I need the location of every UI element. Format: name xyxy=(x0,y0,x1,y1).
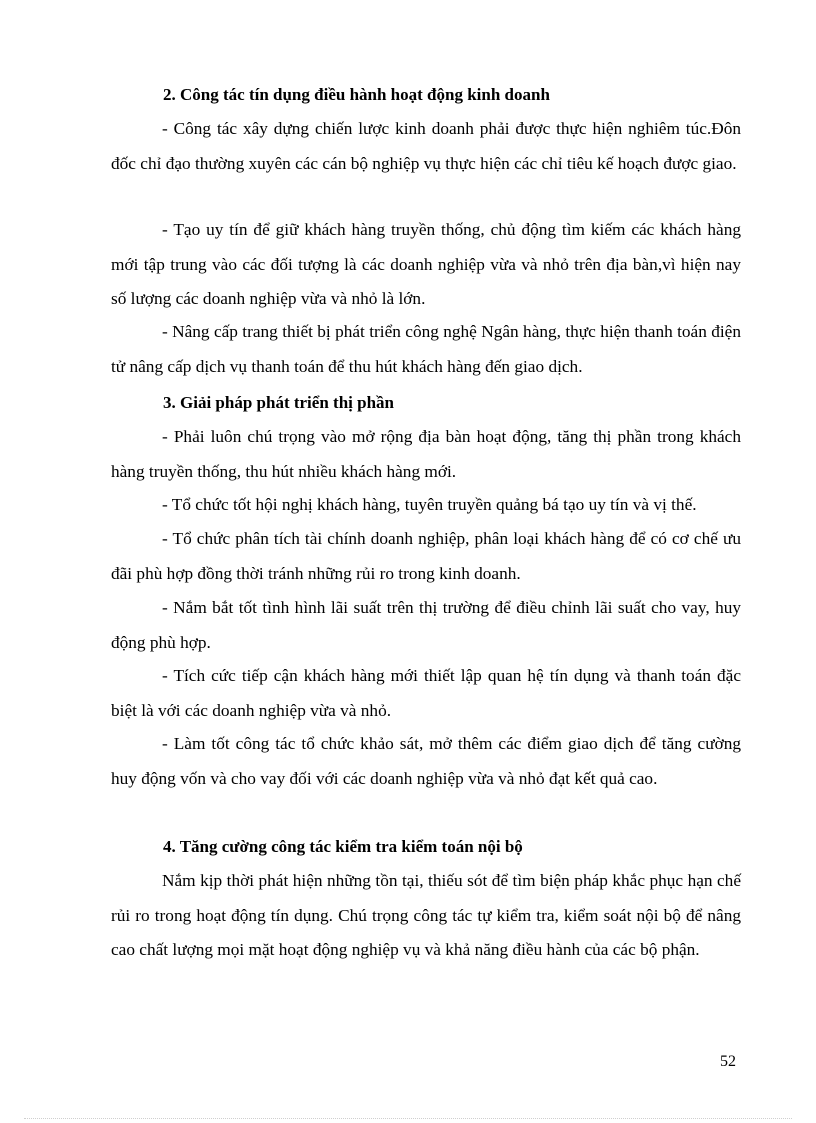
paragraph: - Phải luôn chú trọng vào mở rộng địa bàn hoạt động, tăng thị phần trong khách hàng truyền thống, thu hút nhiều khách hàng mới. xyxy=(111,427,741,481)
section-heading-2: 2. Công tác tín dụng điều hành hoạt động kinh doanh xyxy=(163,85,550,104)
section-heading-3: 3. Giải pháp phát triển thị phần xyxy=(163,393,394,412)
section-heading-4: 4. Tăng cường công tác kiểm tra kiểm toán nội bộ xyxy=(163,837,523,856)
paragraph: - Tổ chức tốt hội nghị khách hàng, tuyên truyền quảng bá tạo uy tín và vị thế. xyxy=(162,495,697,514)
paragraph: - Tích cức tiếp cận khách hàng mới thiết lập quan hệ tín dụng và thanh toán đặc biệt là với các doanh nghiệp vừa và nhỏ. xyxy=(111,666,741,720)
paragraph: - Làm tốt công tác tổ chức khảo sát, mở thêm các điểm giao dịch để tăng cường huy động vốn và cho vay đối với các doanh nghiệp vừa và nhỏ đạt kết quả cao. xyxy=(111,734,741,788)
paragraph: Nắm kịp thời phát hiện những tồn tại, thiếu sót để tìm biện pháp khắc phục hạn chế rủi ro trong hoạt động tín dụng. Chú trọng công tác tự kiểm tra, kiểm soát nội bộ để nâng cao chất lượng mọi mặt hoạt động nghiệp vụ và khả năng điều hành của các bộ phận. xyxy=(111,871,741,959)
page-number: 52 xyxy=(720,1053,736,1070)
paragraph: - Nắm bắt tốt tình hình lãi suất trên thị trường để điều chỉnh lãi suất cho vay, huy động phù hợp. xyxy=(111,598,741,652)
paragraph: - Công tác xây dựng chiến lược kinh doanh phải được thực hiện nghiêm túc.Đôn đốc chỉ đạo thường xuyên các cán bộ nghiệp vụ thực hiện các chỉ tiêu kế hoạch được giao. xyxy=(111,119,741,173)
paragraph: - Tổ chức phân tích tài chính doanh nghiệp, phân loại khách hàng để có cơ chế ưu đãi phù hợp đồng thời tránh những rủi ro trong kinh doanh. xyxy=(111,529,741,583)
paragraph: - Tạo uy tín để giữ khách hàng truyền thống, chủ động tìm kiếm các khách hàng mới tập trung vào các đối tượng là các doanh nghiệp vừa và nhỏ trên địa bàn,vì hiện nay số lượng các doanh nghiệp vừa và nhỏ là lớn. xyxy=(111,220,741,308)
page-bottom-rule xyxy=(24,1118,792,1119)
paragraph: - Nâng cấp trang thiết bị phát triển công nghệ Ngân hàng, thực hiện thanh toán điện tử nâng cấp dịch vụ thanh toán để thu hút khách hàng đến giao dịch. xyxy=(111,322,741,376)
